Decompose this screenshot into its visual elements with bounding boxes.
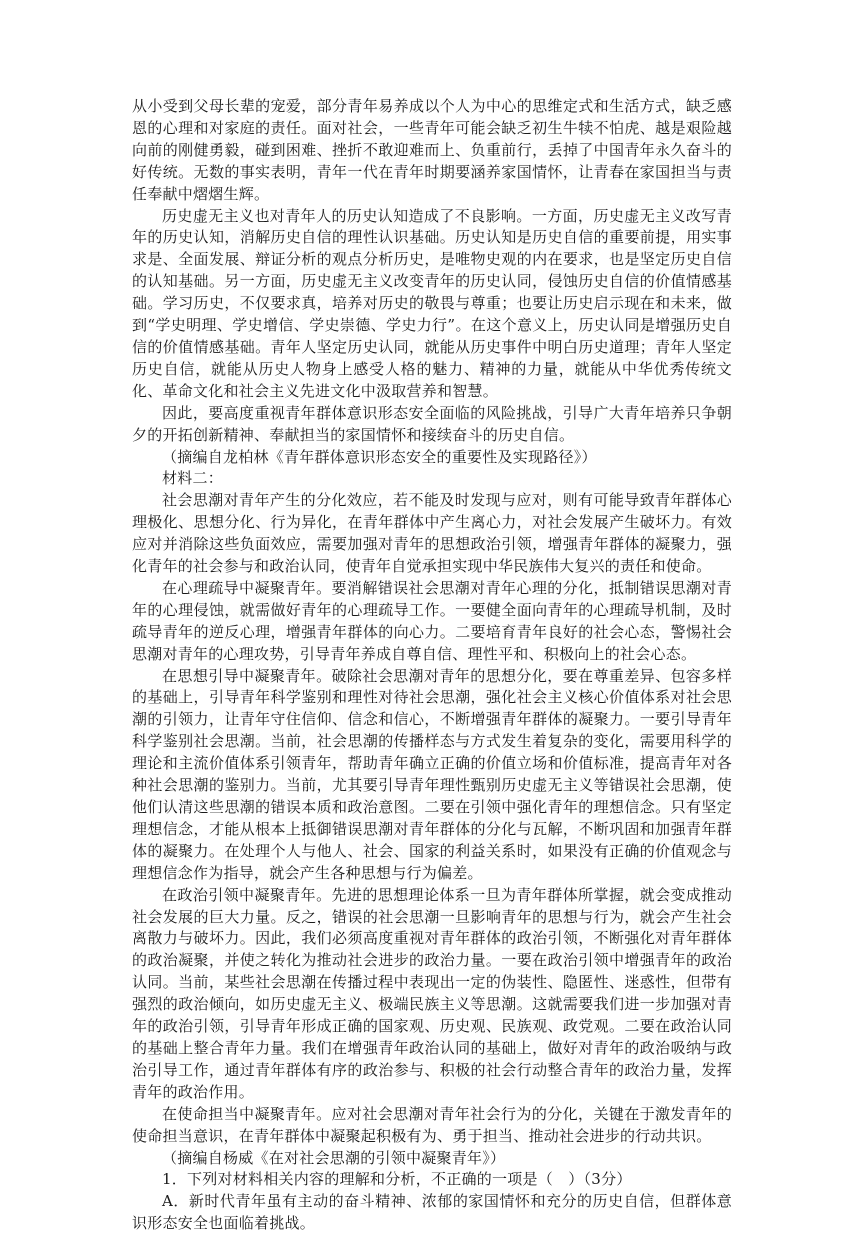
paragraph-political-guidance: 在政治引领中凝聚青年。先进的思想理论体系一旦为青年群体所掌握，就会变成推动社会发展的巨大力量。反之，错误的社会思潮一旦影响青年的思想与行为，就会产生社会离散力与破坏力。因此，我们必须高度重视对青年群体的政治引领，不断强化对青年群体的政治凝聚，并使之转化为推动社会进步的政治力量。一要在政治引领中增强青年的政治认同。当前，某些社会思潮在传播过程中表现出一定的伪装性、隐匿性、迷惑性，但带有强烈的政治倾向，如历史虚无主义、极端民族主义等思潮。这就需要我们进一步加强对青年的政治引领，引导青年形成正确的国家观、历史观、民族观、政党观。二要在政治认同的基础上整合青年力量。我们在增强青年政治认同的基础上，做好对青年的政治吸纳与政治引导工作，通过青年群体有序的政治参与、积极的社会行动整合青年的政治力量，发挥青年的政治作用。 xyxy=(132,885,732,1101)
source-citation-2: （摘编自杨威《在对社会思潮的引领中凝聚青年》） xyxy=(162,1148,506,1167)
paragraph-ideological-guidance: 在思想引导中凝聚青年。破除社会思潮对青年的思想分化，要在尊重差异、包容多样的基础上，引导青年科学鉴别和理性对待社会思潮，强化社会主义核心价值体系对社会思潮的引领力，让青年守住信仰、信念和信心，不断增强青年群体的凝聚力。一要引导青年科学鉴别社会思潮。当前，社会思潮的传播样态与方式发生着复杂的变化，需要用科学的理论和主流价值体系引领青年，帮助青年确立正确的价值立场和价值标准，提高青年对各种社会思潮的鉴别力。当前，尤其要引导青年理性甄别历史虚无主义等错误社会思潮，使他们认清这些思潮的错误本质和政治意图。二要在引领中强化青年的理想信念。只有坚定理想信念，才能从根本上抵御错误思潮对青年群体的分化与瓦解，不断巩固和加强青年群体的凝聚力。在处理个人与他人、社会、国家的利益关系时，如果没有正确的价值观念与理想信念作为指导，就会产生各种思想与行为偏差。 xyxy=(132,666,732,882)
paragraph-social-trends-effect: 社会思潮对青年产生的分化效应，若不能及时发现与应对，则有可能导致青年群体心理极化、思想分化、行为异化，在青年群体中产生离心力，对社会发展产生破坏力。有效应对并消除这些负面效应，需要加强对青年的思想政治引领，增强青年群体的凝聚力，强化青年的社会参与和政治认同，使青年自觉承担实现中华民族伟大复兴的责任和使命。 xyxy=(132,491,732,576)
source-citation-1: （摘编自龙柏林《青年群体意识形态安全的重要性及实现路径》） xyxy=(162,447,597,466)
paragraph-mission-responsibility: 在使命担当中凝聚青年。应对社会思潮对青年社会行为的分化，关键在于激发青年的使命担当意识，在青年群体中凝聚起积极有为、勇于担当、推动社会进步的行动共识。 xyxy=(132,1104,732,1145)
article-body xyxy=(132,96,732,1235)
question-1: 1．下列对材料相关内容的理解和分析，不正确的一项是（ ）（3分） xyxy=(162,1170,632,1189)
option-a: A．新时代青年虽有主动的奋斗精神、浓郁的家国情怀和充分的历史自信，但群体意识形态安全也面临着挑战。 xyxy=(132,1192,732,1233)
material-two-heading: 材料二： xyxy=(162,469,224,488)
paragraph-psychological-guidance: 在心理疏导中凝聚青年。要消解错误社会思潮对青年心理的分化，抵制错误思潮对青年的心理侵蚀，就需做好青年的心理疏导工作。一要健全面向青年的心理疏导机制，及时疏导青年的逆反心理，增强青年群体的向心力。二要培育青年良好的社会心态，警惕社会思潮对青年的心理攻势，引导青年养成自尊自信、理性平和、积极向上的社会心态。 xyxy=(132,578,732,663)
paragraph-historical-nihilism: 历史虚无主义也对青年人的历史认知造成了不良影响。一方面，历史虚无主义改写青年的历史认知，消解历史自信的理性认识基础。历史认知是历史自信的重要前提，用实事求是、全面发展、辩证分析的观点分析历史，是唯物史观的内在要求，也是坚定历史自信的认知基础。另一方面，历史虚无主义改变青年的历史认同，侵蚀历史自信的价值情感基础。学习历史，不仅要求真，培养对历史的敬畏与尊重；也要让历史启示现在和未来，做到“学史明理、学史增信、学史崇德、学史力行”。在这个意义上，历史认同是增强历史自信的价值情感基础。青年人坚定历史认同，就能从历史事件中明白历史道理；青年人坚定历史自信，就能从历史人物身上感受人格的魅力、精神的力量，就能从中华优秀传统文化、革命文化和社会主义先进文化中汲取营养和智慧。 xyxy=(132,206,732,400)
paragraph-conclusion: 因此，要高度重视青年群体意识形态安全面临的风险挑战，引导广大青年培养只争朝夕的开拓创新精神、奉献担当的家国情怀和接续奋斗的历史自信。 xyxy=(132,403,732,444)
paragraph-family-responsibility: 从小受到父母长辈的宠爱，部分青年易养成以个人为中心的思维定式和生活方式，缺乏感恩的心理和对家庭的责任。面对社会，一些青年可能会缺乏初生牛犊不怕虎、越是艰险越向前的刚健勇毅，碰到困难、挫折不敢迎难而上、负重前行，丢掉了中国青年永久奋斗的好传统。无数的事实表明，青年一代在青年时期要涵养家国情怀，让青春在家国担当与责任奉献中熠熠生辉。 xyxy=(132,97,732,203)
